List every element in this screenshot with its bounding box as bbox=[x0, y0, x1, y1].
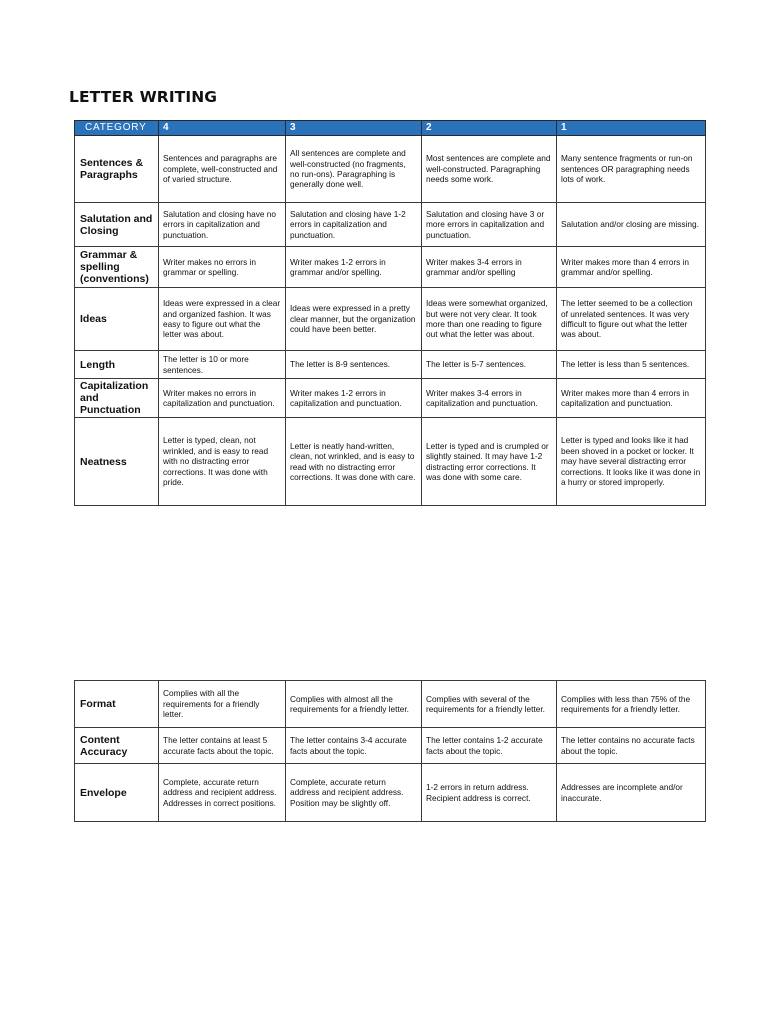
cell-score-1: Many sentence fragments or run-on sentences OR paragraphing needs lots of work. bbox=[557, 136, 706, 203]
cell-score-3: The letter contains 3-4 accurate facts about the topic. bbox=[286, 728, 422, 764]
cell-score-2: Writer makes 3-4 errors in capitalization and punctuation. bbox=[422, 379, 557, 418]
cell-score-4: The letter contains at least 5 accurate facts about the topic. bbox=[159, 728, 286, 764]
cell-score-2: Complies with several of the requirements for a friendly letter. bbox=[422, 681, 557, 728]
cell-score-2: The letter contains 1-2 accurate facts about the topic. bbox=[422, 728, 557, 764]
cell-score-1: Writer makes more than 4 errors in grammar and/or spelling. bbox=[557, 247, 706, 288]
header-category: CATEGORY bbox=[75, 121, 159, 136]
table-row bbox=[75, 247, 706, 288]
table-row bbox=[75, 379, 706, 418]
cell-score-3: Letter is neatly hand-written, clean, not wrinkled, and is easy to read with no distracting error corrections. It was done with care. bbox=[286, 418, 422, 506]
cell-score-3: Salutation and closing have 1-2 errors in capitalization and punctuation. bbox=[286, 203, 422, 247]
header-score-3: 3 bbox=[286, 121, 422, 136]
table-row bbox=[75, 764, 706, 822]
cell-score-3: Writer makes 1-2 errors in grammar and/or spelling. bbox=[286, 247, 422, 288]
row-category: Neatness bbox=[75, 418, 159, 506]
cell-score-2: Letter is typed and is crumpled or slightly stained. It may have 1-2 distracting error corrections. It was done with some care. bbox=[422, 418, 557, 506]
table-header-row bbox=[75, 121, 706, 136]
cell-score-2: The letter is 5-7 sentences. bbox=[422, 351, 557, 379]
cell-score-1: The letter seemed to be a collection of unrelated sentences. It was very difficult to figure out what the letter was about. bbox=[557, 288, 706, 351]
page-title: LETTER WRITING bbox=[69, 88, 218, 106]
cell-score-1: The letter is less than 5 sentences. bbox=[557, 351, 706, 379]
row-category: Sentences & Paragraphs bbox=[75, 136, 159, 203]
cell-score-4: Complete, accurate return address and recipient address. Addresses in correct positions. bbox=[159, 764, 286, 822]
row-category: Ideas bbox=[75, 288, 159, 351]
cell-score-1: Writer makes more than 4 errors in capitalization and punctuation. bbox=[557, 379, 706, 418]
table-row bbox=[75, 728, 706, 764]
row-category: Format bbox=[75, 681, 159, 728]
header-score-1: 1 bbox=[557, 121, 706, 136]
table-row bbox=[75, 418, 706, 506]
row-category: Envelope bbox=[75, 764, 159, 822]
cell-score-2: Writer makes 3-4 errors in grammar and/or spelling bbox=[422, 247, 557, 288]
cell-score-4: Complies with all the requirements for a friendly letter. bbox=[159, 681, 286, 728]
row-category: Length bbox=[75, 351, 159, 379]
row-category: Capitalization and Punctuation bbox=[75, 379, 159, 418]
row-category: Content Accuracy bbox=[75, 728, 159, 764]
table-row bbox=[75, 681, 706, 728]
cell-score-4: Writer makes no errors in grammar or spelling. bbox=[159, 247, 286, 288]
table-row bbox=[75, 351, 706, 379]
cell-score-4: Salutation and closing have no errors in capitalization and punctuation. bbox=[159, 203, 286, 247]
cell-score-2: 1-2 errors in return address. Recipient address is correct. bbox=[422, 764, 557, 822]
cell-score-4: Letter is typed, clean, not wrinkled, and is easy to read with no distracting error corrections. It was done with pride. bbox=[159, 418, 286, 506]
cell-score-3: The letter is 8-9 sentences. bbox=[286, 351, 422, 379]
cell-score-4: Sentences and paragraphs are complete, well-constructed and of varied structure. bbox=[159, 136, 286, 203]
row-category: Salutation and Closing bbox=[75, 203, 159, 247]
cell-score-3: All sentences are complete and well-constructed (no fragments, no run-ons). Paragraphing is generally done well. bbox=[286, 136, 422, 203]
rubric-table-continued bbox=[74, 680, 706, 822]
cell-score-2: Most sentences are complete and well-constructed. Paragraphing needs some work. bbox=[422, 136, 557, 203]
header-score-2: 2 bbox=[422, 121, 557, 136]
header-score-4: 4 bbox=[159, 121, 286, 136]
cell-score-1: Salutation and/or closing are missing. bbox=[557, 203, 706, 247]
cell-score-3: Complete, accurate return address and recipient address. Position may be slightly off. bbox=[286, 764, 422, 822]
table-row bbox=[75, 136, 706, 203]
cell-score-4: The letter is 10 or more sentences. bbox=[159, 351, 286, 379]
table-row bbox=[75, 203, 706, 247]
cell-score-1: Letter is typed and looks like it had been shoved in a pocket or locker. It may have several distracting error corrections. It looks like it was done in a hurry or stored improperly. bbox=[557, 418, 706, 506]
cell-score-4: Writer makes no errors in capitalization and punctuation. bbox=[159, 379, 286, 418]
row-category: Grammar & spelling (conventions) bbox=[75, 247, 159, 288]
cell-score-1: Addresses are incomplete and/or inaccurate. bbox=[557, 764, 706, 822]
cell-score-2: Ideas were somewhat organized, but were not very clear. It took more than one reading to figure out what the letter was about. bbox=[422, 288, 557, 351]
cell-score-3: Ideas were expressed in a pretty clear manner, but the organization could have been better. bbox=[286, 288, 422, 351]
cell-score-4: Ideas were expressed in a clear and organized fashion. It was easy to figure out what the letter was about. bbox=[159, 288, 286, 351]
table-row bbox=[75, 288, 706, 351]
cell-score-3: Complies with almost all the requirements for a friendly letter. bbox=[286, 681, 422, 728]
cell-score-2: Salutation and closing have 3 or more errors in capitalization and punctuation. bbox=[422, 203, 557, 247]
cell-score-3: Writer makes 1-2 errors in capitalization and punctuation. bbox=[286, 379, 422, 418]
cell-score-1: The letter contains no accurate facts about the topic. bbox=[557, 728, 706, 764]
cell-score-1: Complies with less than 75% of the requirements for a friendly letter. bbox=[557, 681, 706, 728]
rubric-table bbox=[74, 120, 706, 506]
